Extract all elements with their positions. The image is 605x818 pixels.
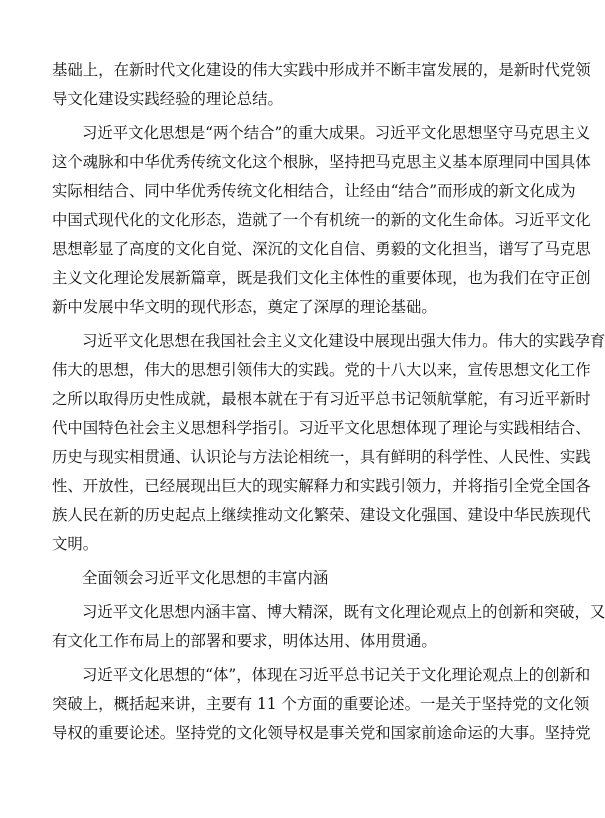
text-line: 有文化工作布局上的部署和要求，明体达用、体用贯通。 (52, 632, 437, 650)
text-line: 这个魂脉和中华优秀传统文化这个根脉，坚持把马克思主义基本原理同中国具体 (52, 153, 591, 171)
text-line: 导文化建设实践经验的理论总结。 (52, 90, 283, 108)
text-line: 主义文化理论发展新篇章，既是我们文化主体性的重要体现，也为我们在守正创 (52, 269, 591, 287)
paragraph-first-line: 习近平文化思想在我国社会主义文化建设中展现出强大伟力。伟大的实践孕育 (82, 332, 605, 350)
text-line: 之所以取得历史性成就，最根本就在于有习近平总书记领航掌舵，有习近平新时 (52, 390, 591, 408)
text-line: 代中国特色社会主义思想科学指引。习近平文化思想体现了理论与实践相结合、 (52, 419, 591, 437)
text-line: 中国式现代化的文化形态，造就了一个有机统一的新的文化生命体。习近平文化 (52, 211, 591, 229)
section-heading: 全面领会习近平文化思想的丰富内涵 (82, 569, 329, 587)
text-line: 文明。 (52, 535, 99, 553)
text-line: 伟大的思想，伟大的思想引领伟大的实践。党的十八大以来，宣传思想文化工作 (52, 361, 591, 379)
text-line: 突破上，概括起来讲，主要有 11 个方面的重要论述。一是关于坚持党的文化领 (52, 695, 590, 713)
text-line: 导权的重要论述。坚持党的文化领导权是事关党和国家前途命运的大事。坚持党 (52, 724, 591, 742)
text-line: 历史与现实相贯通、认识论与方法论相统一，具有鲜明的科学性、人民性、实践 (52, 448, 591, 466)
text-line: 基础上，在新时代文化建设的伟大实践中形成并不断丰富发展的，是新时代党领 (52, 61, 591, 79)
text-line: 实际相结合、同中华优秀传统文化相结合，让经由“结合”而形成的新文化成为 (52, 182, 576, 200)
text-line: 族人民在新的历史起点上继续推动文化繁荣、建设文化强国、建设中华民族现代 (52, 506, 591, 524)
text-line: 性、开放性，已经展现出巨大的现实解释力和实践引领力，并将指引全党全国各 (52, 477, 591, 495)
text-line: 思想彰显了高度的文化自觉、深沉的文化自信、勇毅的文化担当，谱写了马克思 (52, 240, 591, 258)
paragraph-first-line: 习近平文化思想内涵丰富、博大精深，既有文化理论观点上的创新和突破，又 (82, 603, 605, 621)
paragraph-first-line: 习近平文化思想的“体”，体现在习近平总书记关于文化理论观点上的创新和 (82, 666, 591, 684)
paragraph-first-line: 习近平文化思想是“两个结合”的重大成果。习近平文化思想坚守马克思主义 (82, 124, 591, 142)
text-line: 新中发展中华文明的现代形态，奠定了深厚的理论基础。 (52, 298, 437, 316)
